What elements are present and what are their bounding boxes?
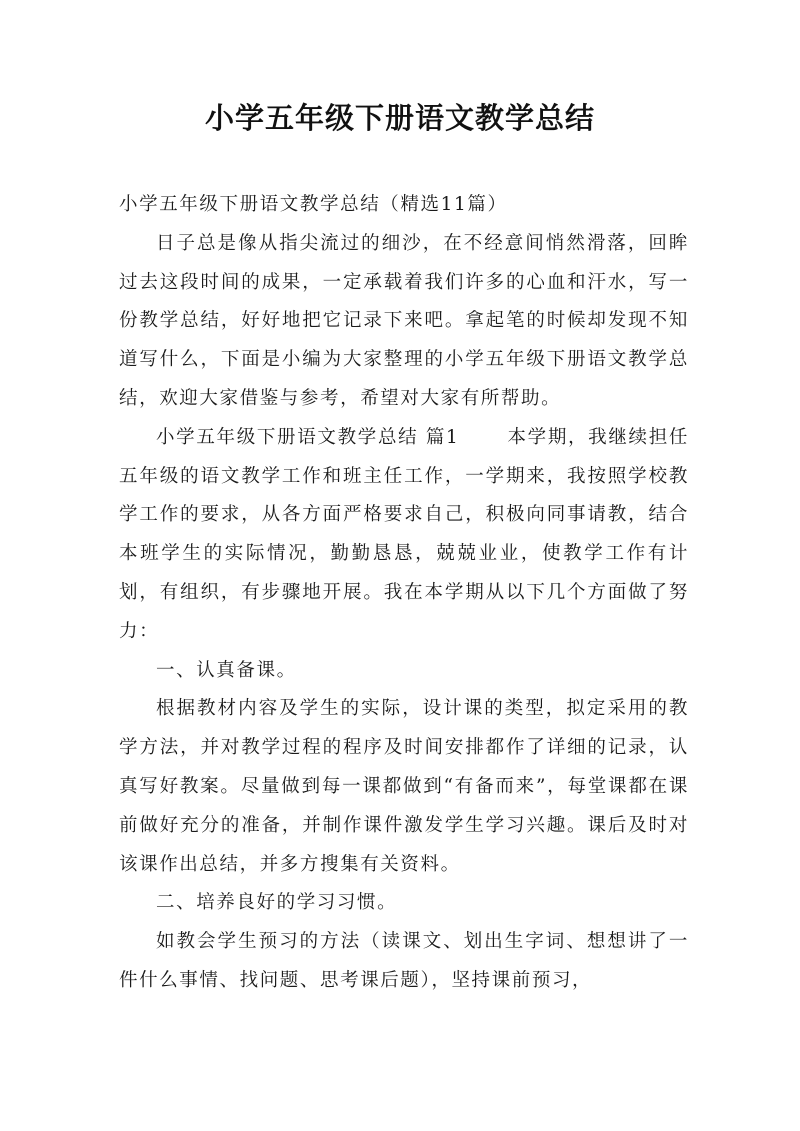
section-1-heading: 小学五年级下册语文教学总结 篇1 bbox=[156, 426, 460, 448]
point-2-paragraph: 如教会学生预习的方法（读课文、划出生字词、想想讲了一件什么事情、找问题、思考课后题），坚持课前预习， bbox=[119, 931, 689, 991]
document-body bbox=[119, 186, 689, 1001]
point-2-heading: 二、培养良好的学习习惯。 bbox=[156, 892, 398, 914]
document-title: 小学五年级下册语文教学总结 bbox=[204, 101, 595, 135]
point-1-paragraph: 根据教材内容及学生的实际，设计课的类型，拟定采用的教学方法，并对教学过程的程序及时间安排都作了详细的记录，认真写好教案。尽量做到每一课都做到“有备而来”，每堂课都在课前做好充分的准备，并制作课件激发学生学习兴趣。课后及时对该课作出总结，并多方搜集有关资料。 bbox=[119, 698, 689, 875]
document-subtitle: 小学五年级下册语文教学总结（精选11篇） bbox=[119, 194, 508, 215]
intro-paragraph: 日子总是像从指尖流过的细沙，在不经意间悄然滑落，回眸过去这段时间的成果，一定承载着我们许多的心血和汗水，写一份教学总结，好好地把它记录下来吧。拿起笔的时候却发现不知道写什么，下面是小编为大家整理的小学五年级下册语文教学总结，欢迎大家借鉴与参考，希望对大家有所帮助。 bbox=[119, 232, 689, 409]
point-1-heading: 一、认真备课。 bbox=[156, 659, 297, 681]
section-1-paragraph bbox=[119, 419, 689, 652]
section-1-text: 本学期，我继续担任五年级的语文教学工作和班主任工作，一学期来，我按照学校教学工作的要求，从各方面严格要求自己，积极向同事请教，结合本班学生的实际情况，勤勤恳恳，兢兢业业，使教学工作有计划，有组织，有步骤地开展。我在本学期从以下几个方面做了努力： bbox=[119, 426, 689, 642]
